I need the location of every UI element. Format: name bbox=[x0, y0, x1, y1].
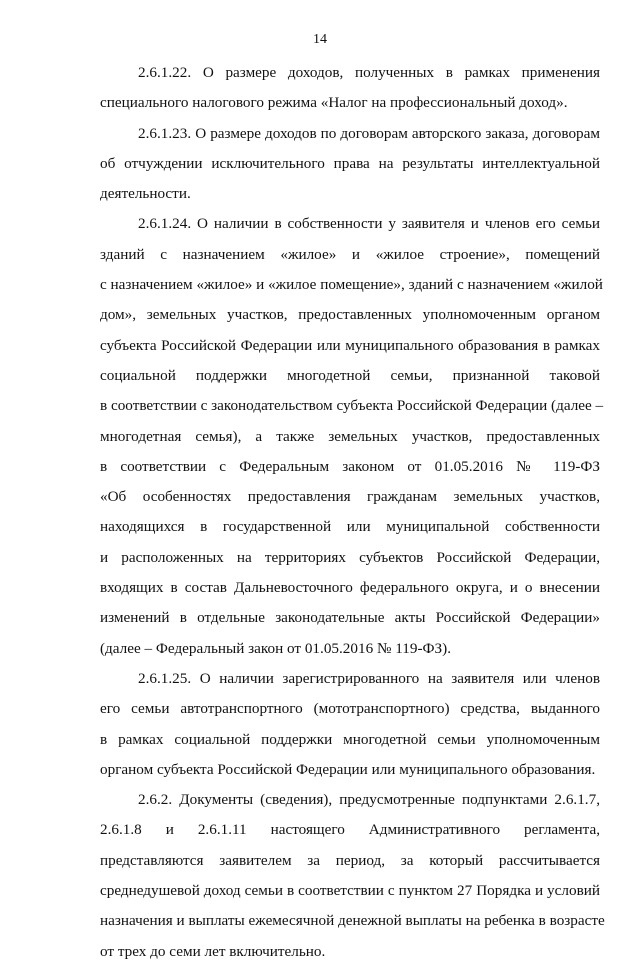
text-line: находящихся в государственной или муниципальной собственности bbox=[100, 518, 600, 536]
text-line: входящих в состав Дальневосточного федерального округа, и о внесении bbox=[100, 579, 600, 597]
page-number: 14 bbox=[313, 32, 327, 47]
text-line: «Об особенностях предоставления гражданам земельных участков, bbox=[100, 488, 600, 506]
text-line: назначения и выплаты ежемесячной денежной выплаты на ребенка в возрасте bbox=[100, 912, 605, 930]
text-line: 2.6.1.8 и 2.6.1.11 настоящего Административного регламента, bbox=[100, 821, 600, 839]
text-line: изменений в отдельные законодательные акты Российской Федерации» bbox=[100, 609, 600, 627]
text-line: в соответствии с законодательством субъекта Российской Федерации (далее – bbox=[100, 397, 604, 415]
paragraph-2-6-1-22 bbox=[100, 58, 600, 119]
text-line: в соответствии с Федеральным законом от 01.05.2016 № 119-ФЗ bbox=[100, 457, 600, 475]
text-line: дом», земельных участков, предоставленных уполномоченным органом bbox=[100, 306, 600, 324]
text-line: с назначением «жилое» и «жилое помещение», зданий с назначением «жилой bbox=[100, 276, 603, 294]
text-line: представляются заявителем за период, за который рассчитывается bbox=[100, 851, 600, 869]
text-line: его семьи автотранспортного (мототранспортного) средства, выданного bbox=[100, 700, 600, 718]
text-line: и расположенных на территориях субъектов Российской Федерации, bbox=[100, 548, 600, 566]
text-line: зданий с назначением «жилое» и «жилое строение», помещений bbox=[100, 245, 600, 263]
text-line: деятельности. bbox=[100, 185, 191, 203]
text-line: социальной поддержки многодетной семьи, признанной таковой bbox=[100, 366, 600, 384]
text-line: многодетная семья), а также земельных участков, предоставленных bbox=[100, 427, 600, 445]
text-line: (далее – Федеральный закон от 01.05.2016 № 119-ФЗ). bbox=[100, 639, 452, 657]
text-line: от трех до семи лет включительно. bbox=[100, 942, 326, 960]
text-line: субъекта Российской Федерации или муниципального образования в рамках bbox=[100, 336, 600, 354]
text-line: 2.6.1.25. О наличии зарегистрированного на заявителя или членов bbox=[138, 669, 600, 687]
text-line: в рамках социальной поддержки многодетной семьи уполномоченным bbox=[100, 730, 600, 748]
text-line: 2.6.1.23. О размере доходов по договорам авторского заказа, договорам bbox=[138, 124, 600, 142]
text-line: среднедушевой доход семьи в соответствии с пунктом 27 Порядка и условий bbox=[100, 882, 600, 900]
paragraph-2-6-2 bbox=[100, 785, 605, 967]
text-line: об отчуждении исключительного права на результаты интеллектуальной bbox=[100, 154, 600, 172]
text-line: 2.6.1.22. О размере доходов, полученных в рамках применения bbox=[138, 64, 600, 81]
paragraph-2-6-1-25 bbox=[100, 664, 600, 785]
paragraph-2-6-1-23 bbox=[100, 119, 600, 210]
text-line: 2.6.2. Документы (сведения), предусмотренные подпунктами 2.6.1.7, bbox=[138, 791, 600, 809]
paragraph-2-6-1-24 bbox=[100, 209, 604, 663]
text-line: органом субъекта Российской Федерации или муниципального образования. bbox=[100, 760, 596, 778]
text-line: 2.6.1.24. О наличии в собственности у заявителя и членов его семьи bbox=[138, 215, 600, 233]
text-line: специального налогового режима «Налог на профессиональный доход». bbox=[100, 94, 568, 112]
document-body bbox=[100, 58, 605, 967]
